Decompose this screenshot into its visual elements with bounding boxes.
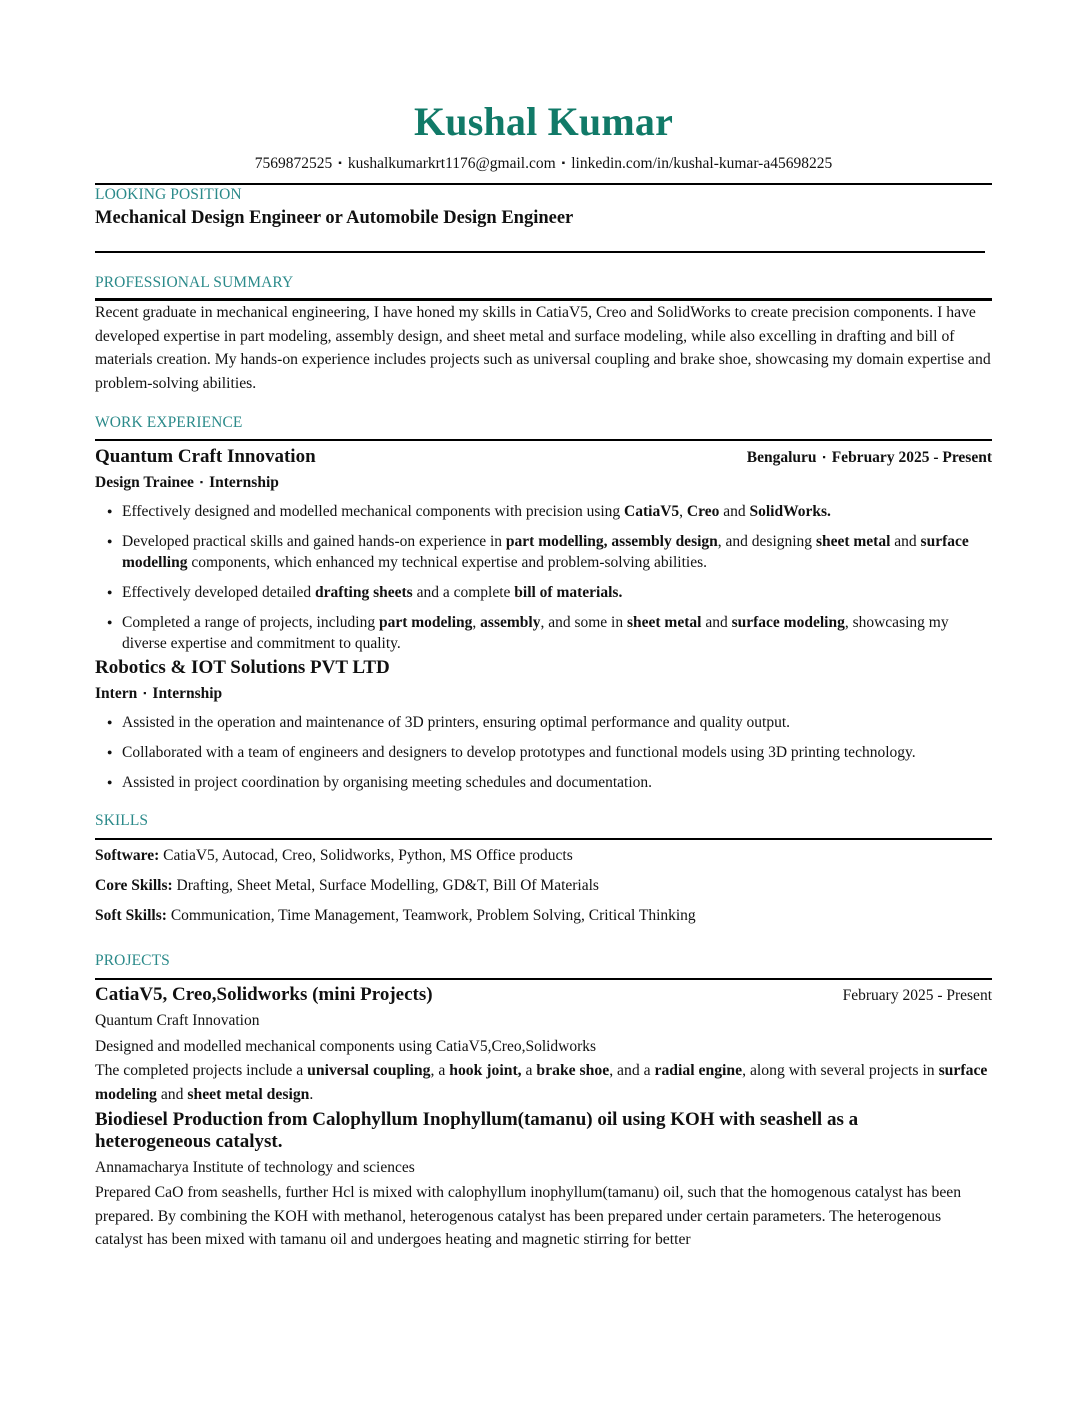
text-run: and [156,1085,188,1103]
project-org: Quantum Craft Innovation [95,1012,260,1029]
text-run: , [679,503,687,520]
bullet-item [95,612,992,654]
skill-value: Drafting, Sheet Metal, Surface Modelling, GD&T, Bill Of Materials [176,877,599,894]
project-title: Biodiesel Production from Calophyllum Inophyllum(tamanu) oil using KOH with seashell as a heterogeneous catalyst. [95,1109,859,1152]
text-run: , and a [609,1062,655,1079]
bullet-icon: ● [107,506,113,516]
text-run: Assisted in project coordination by organising meeting schedules and documentation. [122,774,653,791]
separator-icon: ▪ [822,452,826,462]
section-title-looking: LOOKING POSITION [95,186,242,203]
section-divider [95,838,992,840]
text-run: a [521,1062,537,1079]
section-title-experience: WORK EXPERIENCE [95,414,243,431]
bold-text: Creo [686,503,720,520]
job-role [95,471,992,494]
text-run: and [890,533,921,550]
skills-list [95,846,992,926]
bold-text: CatiaV5 [624,503,680,520]
candidate-name: Kushal Kumar [413,99,674,144]
job-role [95,682,992,705]
bold-text: radial engine [654,1062,743,1079]
skill-line-software [95,846,992,866]
skill-label: Soft Skills: [95,907,167,924]
project-entry [95,984,992,1106]
project-summary: Designed and modelled mechanical components using CatiaV5,Creo,Solidworks [95,1038,597,1055]
text-run: . [309,1085,314,1103]
bullet-item [95,712,992,733]
contact-line [95,154,992,174]
text-run: and a complete [412,584,515,601]
project-detail [95,1059,992,1106]
project-detail: Prepared CaO from seashells, further Hcl is mixed with calophyllum inophyllum(tamanu) oil, such that the homogenous catalyst has been prepared. By combining the KOH with methanol, heterogenous catalyst has been prepared under certain parameters. The heterogenous catalyst has been mixed with tamanu oil and undergoes heating and magnetic stirring for better [95,1184,962,1248]
bold-text: sheet metal design [187,1085,310,1103]
skill-value: CatiaV5, Autocad, Creo, Solidworks, Python, MS Office products [163,847,573,864]
bullet-item [95,742,992,763]
company-name: Robotics & IOT Solutions PVT LTD [95,657,390,678]
phone-number: 7569872525 [254,155,333,172]
separator-icon: ▪ [143,688,147,698]
role-type: Internship [152,685,223,702]
section-divider [95,978,992,980]
text-run: components, which enhanced my technical expertise and problem-solving abilities. [187,554,707,571]
bullet-icon: ● [107,617,113,627]
bullet-item [95,501,992,522]
text-run: , a [430,1062,450,1079]
project-dates: February 2025 - Present [842,987,992,1004]
section-divider [95,251,985,253]
text-run: Effectively developed detailed [122,584,315,601]
bold-text: hook joint, [449,1062,522,1079]
resume-page [95,0,992,1252]
project-org: Annamacharya Institute of technology and sciences [95,1159,415,1176]
separator-icon: ▪ [338,158,342,169]
job-location: Bengaluru [746,449,817,466]
bold-text: surface modelling [122,533,969,571]
text-run: , and some in [540,614,627,631]
section-title-skills: SKILLS [95,812,149,829]
text-run: Developed practical skills and gained hands-on experience in [122,533,506,550]
separator-icon: ▪ [199,477,204,487]
job-entry [95,444,992,654]
skill-line-core [95,876,992,896]
role-title: Design Trainee [95,474,194,491]
text-run: The completed projects include a [95,1062,308,1079]
bold-text: surface modeling [95,1062,988,1103]
bold-text: SolidWorks. [749,503,831,520]
bold-text: sheet metal [815,533,891,550]
section-title-summary: PROFESSIONAL SUMMARY [95,274,294,291]
bullet-icon: ● [107,747,113,757]
bullet-item [95,772,992,793]
text-run: , along with several projects in [742,1062,939,1079]
bullet-item [95,531,992,573]
job-bullets [95,501,992,654]
text-run: , and designing [717,533,816,550]
bold-text: part modelling, assembly design [505,533,718,550]
skill-label: Software: [95,847,160,864]
text-run: Assisted in the operation and maintenance of 3D printers, ensuring optimal performance and quality output. [122,714,791,731]
bold-text: drafting sheets [314,584,413,601]
skill-line-soft [95,906,992,926]
company-name: Quantum Craft Innovation [95,446,316,467]
linkedin-link[interactable]: linkedin.com/in/kushal-kumar-a45698225 [571,155,833,172]
skill-value: Communication, Time Management, Teamwork, Problem Solving, Critical Thinking [170,907,696,924]
bullet-icon: ● [107,777,113,787]
job-bullets [95,712,992,793]
separator-icon: ▪ [561,158,566,169]
bold-text: sheet metal [626,614,702,631]
email-link[interactable]: kushalkumarkrt1176@gmail.com [347,155,556,172]
project-entry [95,1109,992,1252]
role-type: Internship [209,474,279,491]
bold-text: assembly [480,614,541,631]
bullet-icon: ● [107,536,113,546]
bold-text: surface modeling [731,614,845,631]
text-run: Collaborated with a team of engineers and designers to develop prototypes and functional models using 3D printing technology. [122,744,916,761]
bold-text: part modeling [378,614,473,631]
bullet-item [95,582,992,603]
job-entry [95,655,992,793]
bold-text: universal coupling [307,1062,431,1079]
bullet-icon: ● [107,587,113,597]
text-run: Effectively designed and modelled mechanical components with precision using [122,503,625,520]
bold-text: brake shoe [536,1062,610,1079]
job-location-dates [747,449,992,467]
project-title: CatiaV5, Creo,Solidworks (mini Projects) [95,984,433,1005]
text-run: , showcasing my diverse expertise and commitment to quality. [122,614,949,652]
bullet-icon: ● [107,717,113,727]
summary-text: Recent graduate in mechanical engineering, I have honed my skills in CatiaV5, Creo and SolidWorks to create precision components. I have developed expertise in part modeling, assembly design, and sheet metal and surface modeling, while also excelling in drafting and bill of materials creation. My hands-on experience includes projects such as universal coupling and brake shoe, showcasing my domain expertise and problem-solving abilities. [95,304,991,392]
job-dates: February 2025 - Present [831,449,992,466]
section-divider [95,439,992,441]
bold-text: bill of materials. [514,584,623,601]
text-run: , [472,614,481,631]
text-run: Completed a range of projects, including [122,614,379,631]
text-run: and [701,614,732,631]
looking-position: Mechanical Design Engineer or Automobile Design Engineer [95,208,574,228]
section-title-projects: PROJECTS [95,952,170,969]
skill-label: Core Skills: [95,877,173,894]
role-title: Intern [95,685,138,702]
text-run: and [719,503,750,520]
